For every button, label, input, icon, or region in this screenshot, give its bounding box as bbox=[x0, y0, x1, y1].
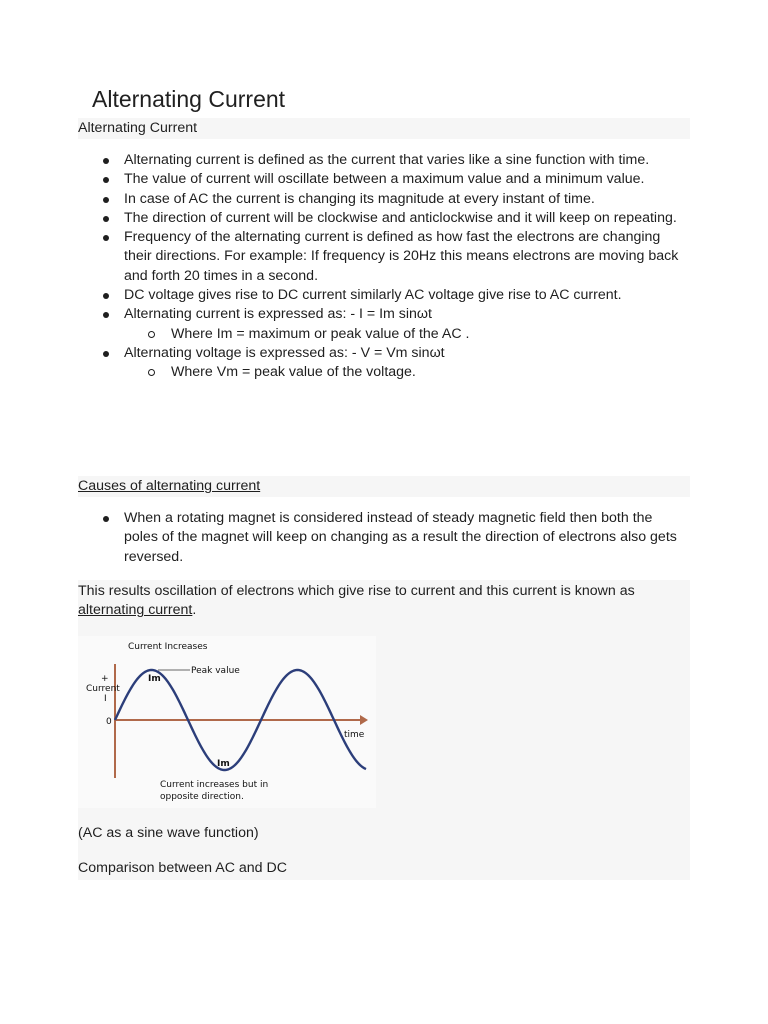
plus-label: + bbox=[101, 674, 109, 684]
bottom-label-2: opposite direction. bbox=[160, 792, 244, 802]
list-item: The value of current will oscillate between a maximum value and a minimum value. bbox=[78, 170, 690, 189]
zero-label: 0 bbox=[106, 717, 112, 727]
bullet-list-ac bbox=[78, 151, 690, 383]
list-item: DC voltage gives rise to DC current similarly AC voltage give rise to AC current. bbox=[78, 286, 690, 305]
list-item: Frequency of the alternating current is defined as how fast the electrons are changing their directions. For example: If frequency is 20Hz this means electrons are moving back and forth 20 times in a second. bbox=[78, 228, 690, 286]
list-item: In case of AC the current is changing its magnitude at every instant of time. bbox=[78, 190, 690, 209]
sine-wave-figure bbox=[78, 636, 376, 808]
list-item: Alternating voltage is expressed as: - V = Vm sinωt bbox=[78, 344, 690, 363]
y-label-current: Current bbox=[86, 684, 120, 694]
im-bottom-label: Im bbox=[217, 759, 230, 769]
peak-label: Peak value bbox=[191, 666, 240, 676]
y-label-i: I bbox=[104, 694, 107, 704]
list-item: Alternating current is defined as the current that varies like a sine function with time. bbox=[78, 151, 690, 170]
list-item: Alternating current is expressed as: - I = Im sinωt bbox=[78, 305, 690, 324]
x-label-time: time bbox=[344, 730, 365, 740]
list-subitem: Where Im = maximum or peak value of the AC . bbox=[78, 325, 690, 344]
x-axis-arrow bbox=[360, 715, 368, 725]
list-subitem: Where Vm = peak value of the voltage. bbox=[78, 363, 690, 382]
im-top-label: Im bbox=[148, 674, 161, 684]
alternating-current-link[interactable]: alternating current bbox=[78, 602, 193, 619]
figure-caption: (AC as a sine wave function) bbox=[78, 825, 259, 841]
list-item: When a rotating magnet is considered instead of steady magnetic field then both the poles of the magnet will keep on changing as a result the direction of electrons also gets reversed. bbox=[78, 509, 690, 567]
document-title: Alternating Current bbox=[92, 86, 286, 112]
section-heading-causes: Causes of alternating current bbox=[78, 478, 261, 494]
paragraph bbox=[78, 582, 690, 621]
paragraph-text: This results oscillation of electrons which give rise to current and this current is known as bbox=[78, 583, 635, 599]
sine-wave-svg bbox=[78, 636, 376, 808]
section-heading-ac: Alternating Current bbox=[78, 120, 198, 136]
list-item: The direction of current will be clockwise and anticlockwise and it will keep on repeating. bbox=[78, 209, 690, 228]
paragraph-period: . bbox=[192, 602, 197, 619]
section-heading-comparison: Comparison between AC and DC bbox=[78, 860, 287, 876]
bullet-list-causes bbox=[78, 509, 690, 567]
bottom-label-1: Current increases but in bbox=[160, 780, 269, 790]
top-label: Current Increases bbox=[128, 642, 208, 652]
